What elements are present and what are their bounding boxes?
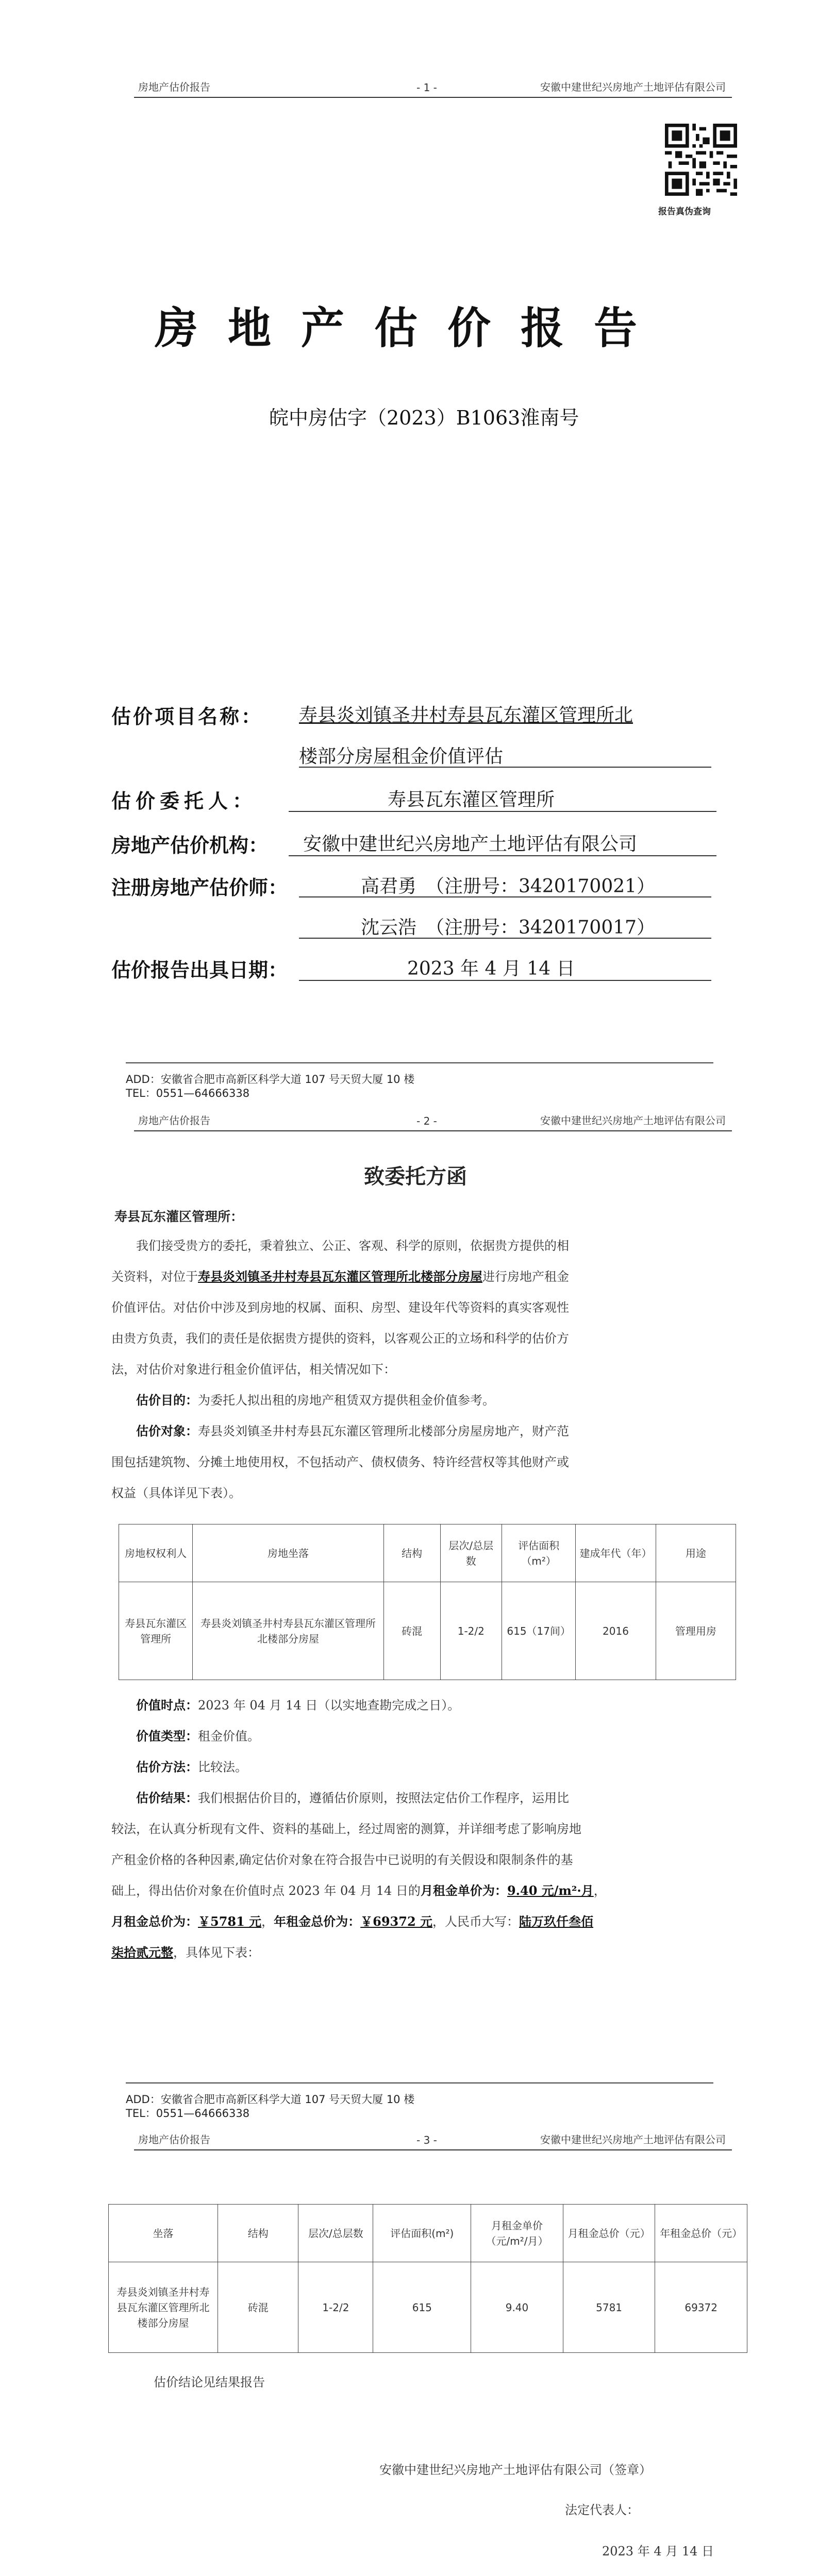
table-cell: 砖混 [383, 1582, 440, 1680]
table-header-cell: 结构 [383, 1524, 440, 1582]
table-cell: 1-2/2 [298, 2262, 373, 2353]
underline [299, 938, 711, 939]
field-value-agency: 安徽中建世纪兴房地产土地评估有限公司 [303, 834, 638, 855]
report-title: 房地产估价报告 [155, 302, 667, 353]
field-value-project-line2: 楼部分房屋租金价值评估 [299, 746, 504, 767]
text-line: 柒拾贰元整，具体见下表： [111, 1945, 260, 1960]
footer [126, 1073, 414, 1100]
table-cell: 2016 [576, 1582, 656, 1680]
text-line: 法，对估价对象进行租金价值评估，相关情况如下： [111, 1362, 396, 1377]
field-value-date: 2023 年 4 月 14 日 [407, 958, 575, 979]
table-cell: 寿县炎刘镇圣井村寿县瓦东灌区管理所北楼部分房屋 [109, 2262, 218, 2353]
underline [299, 767, 711, 768]
table-header-row [109, 2205, 747, 2262]
field-value-project: 寿县炎刘镇圣井村寿县瓦东灌区管理所北 [299, 705, 633, 726]
text-line: 价值评估。对估价中涉及到房地的权属、面积、房型、建设年代等资料的真实客观性 [111, 1300, 569, 1315]
conclusion-note: 估价结论见结果报告 [154, 2375, 265, 2389]
footer-address: ADD：安徽省合肥市高新区科学大道 107 号天贸大厦 10 楼 [126, 1073, 415, 1086]
table-cell: 1-2/2 [440, 1582, 502, 1680]
text-line: 产租金价格的各种因素,确定估价对象在符合报告中已说明的有关假设和限制条件的基 [111, 1853, 573, 1867]
underline [289, 811, 716, 812]
text-line: 我们接受贵方的委托，秉着独立、公正、客观、科学的原则，依据贵方提供的相 [136, 1239, 569, 1253]
table-header-cell: 评估面积(m²) [373, 2205, 471, 2262]
field-label-date: 估价报告出具日期： [111, 958, 288, 981]
table-header-cell: 年租金总价（元） [655, 2205, 747, 2262]
page-header-1 [134, 67, 732, 98]
page-number: - 1 - [416, 81, 437, 94]
table-cell: 砖混 [218, 2262, 298, 2353]
underline [299, 896, 711, 897]
table-header-cell: 层次/总层数 [298, 2205, 373, 2262]
text-line: 础上，得出估价对象在价值时点 2023 年 04 月 14 日的月租金单价为：9.40 元/m²·月， [111, 1883, 606, 1898]
table-cell: 5781 [563, 2262, 655, 2353]
qr-label: 报告真伪查询 [658, 207, 711, 217]
text-line: 估价结果：我们根据估价目的，遵循估价原则，按照法定估价工作程序，运用比 [136, 1790, 569, 1805]
page-header-2 [134, 1107, 732, 1131]
letter-title: 致委托方函 [364, 1164, 467, 1189]
header-left-text: 房地产估价报告 [138, 81, 210, 93]
field-label-project: 估价项目名称： [111, 705, 263, 728]
table-header-cell: 结构 [218, 2205, 298, 2262]
letter-paragraph-1 [111, 1230, 744, 1509]
rent-result-table [108, 2204, 747, 2353]
field-value-appraiser-2: 沈云浩 （注册号：3420170017） [361, 917, 656, 938]
footer [126, 2093, 414, 2121]
footer-tel: TEL：0551—64666338 [126, 2107, 250, 2120]
underline [289, 855, 716, 856]
text-line: 估价对象：寿县炎刘镇圣井村寿县瓦东灌区管理所北楼部分房屋房地产，财产范 [136, 1423, 569, 1438]
table-header-cell: 月租金单价（元/m²/月） [471, 2205, 563, 2262]
table-header-cell: 评估面积（m²） [502, 1524, 576, 1582]
table-cell: 615 [373, 2262, 471, 2353]
qr-code[interactable] [665, 124, 737, 196]
page-number: - 3 - [416, 2134, 437, 2146]
legal-representative: 法定代表人： [565, 2503, 639, 2517]
table-header-cell: 坐落 [109, 2205, 218, 2262]
text-line: 估价方法：比较法。 [136, 1759, 247, 1774]
signature-date: 2023 年 4 月 14 日 [602, 2544, 714, 2558]
header-right-text: 安徽中建世纪兴房地产土地评估有限公司 [540, 1114, 726, 1127]
text-line: 较法，在认真分析现有文件、资料的基础上，经过周密的测算，并详细考虑了影响房地 [111, 1822, 581, 1836]
header-left-text: 房地产估价报告 [138, 1114, 210, 1127]
letter-client: 寿县瓦东灌区管理所： [114, 1209, 244, 1224]
text-line: 由贵方负责，我们的责任是依据贵方提供的资料，以客观公正的立场和科学的估价方 [111, 1331, 569, 1346]
page-number: - 2 - [416, 1115, 437, 1127]
text-line: 围包括建筑物、分摊土地使用权，不包括动产、债权债务、特许经营权等其他财产或 [111, 1455, 569, 1469]
text-line: 关资料，对位于寿县炎刘镇圣井村寿县瓦东灌区管理所北楼部分房屋进行房地产租金 [111, 1269, 569, 1284]
field-label-client: 估价委托人： [111, 789, 257, 812]
table-header-cell: 层次/总层数 [440, 1524, 502, 1582]
field-label-appraiser: 注册房地产估价师： [111, 876, 288, 899]
table-header-row [119, 1524, 736, 1582]
text-line: 权益（具体详见下表）。 [111, 1486, 241, 1500]
underline [299, 980, 711, 981]
table-row [119, 1582, 736, 1680]
table-header-cell: 房地权权利人 [119, 1524, 193, 1582]
table-cell: 69372 [655, 2262, 747, 2353]
table-cell: 615（17间） [502, 1582, 576, 1680]
header-right-text: 安徽中建世纪兴房地产土地评估有限公司 [540, 2133, 726, 2146]
footer-address: ADD：安徽省合肥市高新区科学大道 107 号天贸大厦 10 楼 [126, 2093, 415, 2106]
table-header-cell: 月租金总价（元） [563, 2205, 655, 2262]
text-line: 估价目的：为委托人拟出租的房地产租赁双方提供租金价值参考。 [136, 1393, 495, 1408]
table-header-cell: 房地坐落 [193, 1524, 383, 1582]
signature-org: 安徽中建世纪兴房地产土地评估有限公司（签章） [379, 2463, 652, 2477]
property-table [119, 1524, 736, 1680]
text-line: 价值时点：2023 年 04 月 14 日（以实地查勘完成之日）。 [136, 1698, 460, 1713]
header-left-text: 房地产估价报告 [138, 2133, 210, 2146]
table-header-cell: 建成年代（年） [576, 1524, 656, 1582]
table-row [109, 2262, 747, 2353]
footer-tel: TEL：0551—64666338 [126, 1087, 250, 1099]
table-cell: 寿县瓦东灌区管理所 [119, 1582, 193, 1680]
footer-divider [126, 1062, 713, 1063]
footer-divider [126, 2082, 713, 2083]
report-number: 皖中房估字（2023）B1063淮南号 [269, 406, 579, 429]
text-line: 价值类型：租金价值。 [136, 1728, 260, 1743]
field-label-agency: 房地产估价机构： [111, 834, 269, 857]
table-cell: 寿县炎刘镇圣井村寿县瓦东灌区管理所北楼部分房屋 [193, 1582, 383, 1680]
table-cell: 管理用房 [656, 1582, 736, 1680]
page-header-3 [134, 2126, 732, 2150]
field-value-client: 寿县瓦东灌区管理所 [388, 789, 555, 810]
field-value-appraiser-1: 高君勇 （注册号：3420170021） [361, 876, 656, 897]
table-header-cell: 用途 [656, 1524, 736, 1582]
table-cell: 9.40 [471, 2262, 563, 2353]
header-right-text: 安徽中建世纪兴房地产土地评估有限公司 [540, 81, 726, 93]
letter-paragraph-2 [111, 1690, 744, 1968]
text-line: 月租金总价为：￥5781 元，年租金总价为：￥69372 元，人民币大写：陆万玖仟叁佰 [111, 1914, 594, 1929]
